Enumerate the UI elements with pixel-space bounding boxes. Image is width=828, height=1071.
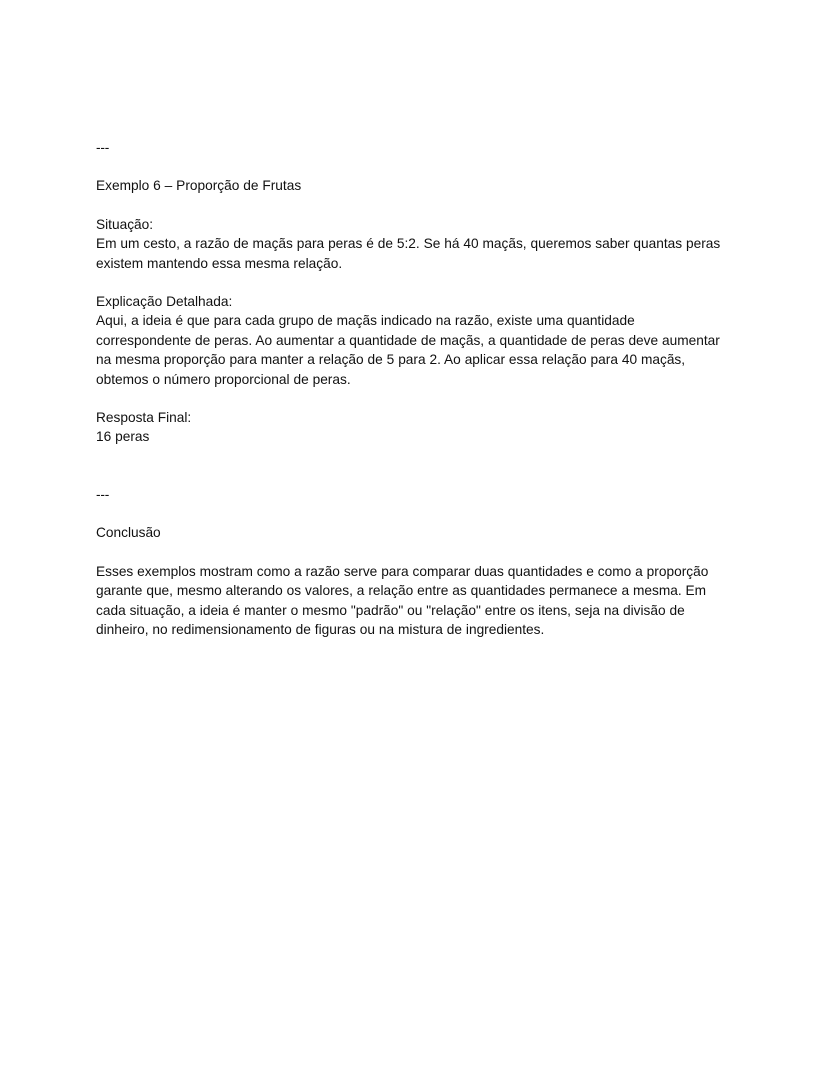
explanation-paragraph: Aqui, a ideia é que para cada grupo de maçãs indicado na razão, existe uma quantidade correspondente de peras. Ao aumentar a quantidade de maçãs, a quantidade de peras deve aumentar na mesma proporção para manter a relação de 5 para 2. Ao aplicar essa relação para 40 maçãs, obtemos o número proporcional de peras.: [96, 313, 724, 387]
answer-label: Resposta Final:: [96, 410, 192, 426]
conclusion-paragraph: Esses exemplos mostram como a razão serve para comparar duas quantidades e como a proporção garante que, mesmo alterando os valores, a relação entre as quantidades permanece a mesma. Em cada situação, a ideia é manter o mesmo "padrão" ou "relação" entre os itens, seja na divisão de dinheiro, no redimensionamento de figuras ou na mistura de ingredientes.: [96, 563, 713, 637]
spacer: [96, 273, 730, 292]
conclusion-heading: Conclusão: [96, 525, 161, 541]
spacer: [96, 447, 730, 485]
answer-paragraph: 16 peras: [96, 429, 150, 445]
spacer: [96, 196, 730, 215]
section-separator-bottom: ---: [96, 486, 110, 502]
spacer: [96, 389, 730, 408]
spacer: [96, 543, 730, 562]
section-separator-top: ---: [96, 140, 110, 155]
example-heading: Exemplo 6 – Proporção de Frutas: [96, 178, 302, 194]
spacer: [96, 157, 730, 176]
document-body: [96, 138, 730, 639]
situation-paragraph: Em um cesto, a razão de maçãs para peras é de 5:2. Se há 40 maçãs, queremos saber quantas peras existem mantendo essa mesma relação.: [96, 236, 725, 271]
situation-label: Situação:: [96, 216, 154, 232]
explanation-label: Explicação Detalhada:: [96, 294, 233, 310]
spacer: [96, 504, 730, 523]
